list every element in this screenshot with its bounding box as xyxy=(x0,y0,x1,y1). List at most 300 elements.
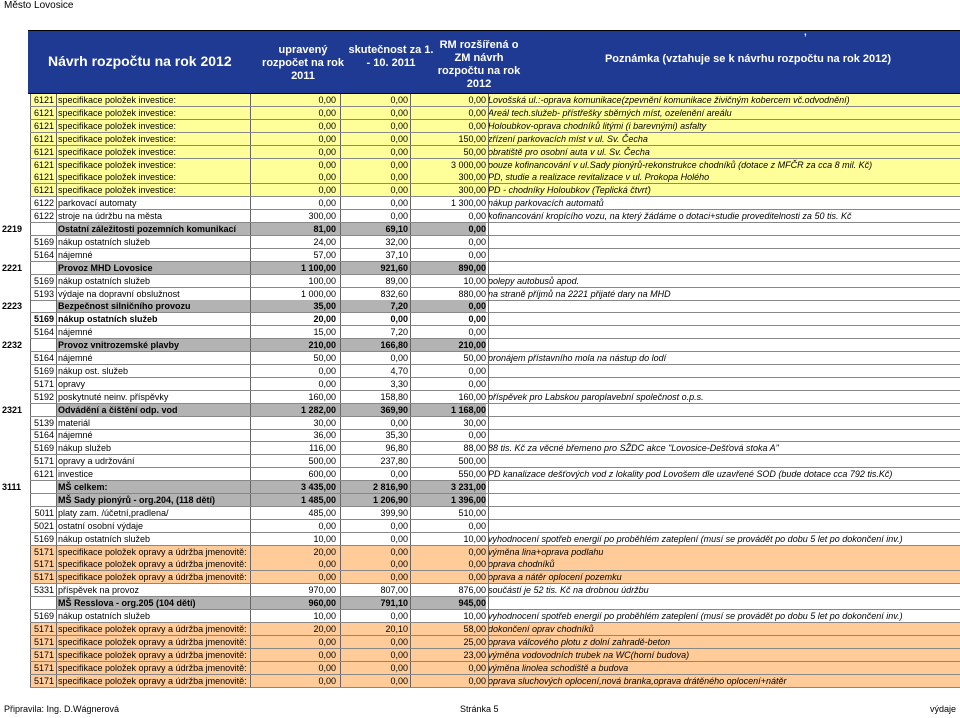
value-adjusted-budget: 0,00 xyxy=(318,107,336,118)
value-proposal: 0,00 xyxy=(468,520,486,531)
app-title: Město Lovosice xyxy=(4,0,74,11)
value-actual: 237,80 xyxy=(380,456,408,467)
item-label: specifikace položek investice: xyxy=(58,172,177,183)
item-label: Odvádění a čištění odp. vod xyxy=(58,404,178,415)
item-label: nájemné xyxy=(58,249,93,260)
item-label: opravy a udržování xyxy=(58,456,135,467)
item-code: 5171 xyxy=(33,636,54,647)
value-proposal: 500,00 xyxy=(458,456,486,467)
item-note: zřízení parkovacích míst v ul. Sv. Čecha xyxy=(488,133,648,144)
value-adjusted-budget: 0,00 xyxy=(318,378,336,389)
value-adjusted-budget: 10,00 xyxy=(313,533,336,544)
value-adjusted-budget: 36,00 xyxy=(313,430,336,441)
item-note: PD, studie a realizace revitalizace v ul. Prokopa Holého xyxy=(488,172,710,183)
value-adjusted-budget: 0,00 xyxy=(318,675,336,686)
value-proposal: 300,00 xyxy=(458,185,486,196)
table-row xyxy=(0,352,960,365)
table-row xyxy=(0,171,960,184)
value-adjusted-budget: 1 485,00 xyxy=(300,494,336,505)
value-proposal: 25,00 xyxy=(463,636,486,647)
value-actual: 0,00 xyxy=(390,185,408,196)
value-adjusted-budget: 1 282,00 xyxy=(300,404,336,415)
value-proposal: 23,00 xyxy=(463,649,486,660)
value-proposal: 88,00 xyxy=(463,443,486,454)
item-note: polepy autobusů apod. xyxy=(488,275,580,286)
value-proposal: 890,00 xyxy=(458,262,486,273)
item-note: Lovošská ul.:-oprava komunikace(zpevnění komunikace živičným kobercem vč.odvodnění) xyxy=(488,95,850,105)
item-code: 5011 xyxy=(34,507,54,518)
value-actual: 369,90 xyxy=(380,404,408,415)
item-code: 5192 xyxy=(33,391,54,402)
item-label: MŠ Sady pionýrů - org.204, (118 dětí) xyxy=(58,494,216,505)
table-row xyxy=(0,546,960,559)
table-row xyxy=(0,417,960,430)
item-code: 5021 xyxy=(33,520,54,531)
table-row xyxy=(0,610,960,623)
item-code: 5164 xyxy=(33,249,54,260)
column-header-note: Poznámka (vztahuje se k návrhu rozpočtu na rok 2012) xyxy=(604,53,892,65)
item-label: specifikace položek investice: xyxy=(58,120,177,131)
value-proposal: 3 231,00 xyxy=(450,482,486,492)
value-adjusted-budget: 1 100,00 xyxy=(300,262,336,273)
value-proposal: 0,00 xyxy=(468,95,486,105)
footer-page-number: Stránka 5 xyxy=(460,704,499,714)
item-note: výměna vodovodních trubek na WC(horní budova) xyxy=(488,649,690,660)
value-actual: 4,70 xyxy=(390,365,408,376)
table-row xyxy=(0,107,960,120)
value-actual: 791,10 xyxy=(380,598,408,609)
table-row xyxy=(0,249,960,262)
value-actual: 0,00 xyxy=(390,314,408,325)
table-row xyxy=(0,391,960,404)
value-adjusted-budget: 100,00 xyxy=(308,275,336,286)
value-adjusted-budget: 15,00 xyxy=(313,327,336,338)
value-actual: 0,00 xyxy=(390,559,408,570)
item-note: pouze kofinancování v ul.Sady pionýrů-rekonstrukce chodníků (dotace z MFČR za cca 8 mil. Kč) xyxy=(488,159,873,170)
page-title: Návrh rozpočtu na rok 2012 xyxy=(48,53,232,69)
item-code: 6121 xyxy=(33,185,54,196)
item-note: oprava a nátěr oplocení pozemku xyxy=(488,572,622,583)
item-label: materiál xyxy=(58,417,91,428)
value-proposal: 0,00 xyxy=(468,107,486,118)
item-label: nákup ost. služeb xyxy=(58,365,129,376)
table-header xyxy=(28,27,960,94)
item-code: 5139 xyxy=(33,417,54,428)
value-adjusted-budget: 20,00 xyxy=(313,546,336,557)
item-code: 5169 xyxy=(33,275,54,286)
value-proposal: 150,00 xyxy=(458,133,486,144)
item-note: Holoubkov-oprava chodníků litými (i barevnými) asfalty xyxy=(488,120,707,131)
value-adjusted-budget: 0,00 xyxy=(318,198,336,209)
item-note: oprava chodníků xyxy=(488,559,555,570)
item-code: 5164 xyxy=(33,353,54,363)
item-note: vyhodnocení spotřeb energií po proběhlém zateplení (musí se provádět po dobu 5 let po dokončení inv.) xyxy=(488,611,903,621)
item-code: 5169 xyxy=(33,236,54,247)
value-proposal: 0,00 xyxy=(468,327,486,338)
item-code: 6122 xyxy=(33,211,54,222)
value-actual: 69,10 xyxy=(385,224,408,234)
value-adjusted-budget: 3 435,00 xyxy=(300,482,336,492)
value-adjusted-budget: 20,00 xyxy=(313,623,336,634)
item-label: poskytnuté neinv. příspěvky xyxy=(58,391,169,402)
table-row xyxy=(0,159,960,172)
item-code: 5169 xyxy=(33,443,54,454)
item-label: specifikace položek opravy a údržba jmenovitě: xyxy=(58,675,247,686)
item-label: specifikace položek investice: xyxy=(58,185,177,196)
chapter-code: 3111 xyxy=(2,482,22,492)
item-label: specifikace položek opravy a údržba jmenovitě: xyxy=(58,649,247,660)
value-actual: 158,80 xyxy=(380,391,408,402)
value-adjusted-budget: 0,00 xyxy=(318,520,336,531)
value-actual: 0,00 xyxy=(390,417,408,428)
item-note: nákup parkovacích automatů xyxy=(488,198,604,209)
item-label: specifikace položek opravy a údržba jmenovitě: xyxy=(58,559,247,570)
table-row xyxy=(0,494,960,507)
item-label: stroje na údržbu na města xyxy=(58,211,163,222)
value-proposal: 3 000,00 xyxy=(450,159,486,170)
item-note: součástí je 52 tis. Kč na drobnou údržbu xyxy=(488,585,649,596)
value-adjusted-budget: 20,00 xyxy=(313,314,336,325)
table-row xyxy=(0,313,960,326)
table-row xyxy=(0,520,960,533)
item-code: 5169 xyxy=(33,365,54,376)
table-row xyxy=(0,275,960,288)
value-proposal: 1 396,00 xyxy=(450,494,486,505)
value-proposal: 300,00 xyxy=(458,172,486,183)
value-actual: 0,00 xyxy=(390,649,408,660)
table-row xyxy=(0,339,960,352)
value-actual: 20,10 xyxy=(385,623,408,634)
value-proposal: 50,00 xyxy=(463,353,486,363)
value-actual: 32,00 xyxy=(385,236,408,247)
value-adjusted-budget: 0,00 xyxy=(318,185,336,196)
footer-prepared-by: Připravila: Ing. D.Wágnerová xyxy=(4,704,120,714)
value-adjusted-budget: 500,00 xyxy=(308,456,336,467)
item-label: specifikace položek investice: xyxy=(58,107,177,118)
item-label: MŠ Resslova - org.205 (104 dětí) xyxy=(58,598,196,609)
item-code: 6121 xyxy=(33,95,54,105)
value-proposal: 0,00 xyxy=(468,662,486,673)
value-actual: 0,00 xyxy=(390,636,408,647)
value-proposal: 0,00 xyxy=(468,572,486,583)
value-actual: 1 206,90 xyxy=(372,494,408,505)
table-row xyxy=(0,184,960,197)
header-mark: , xyxy=(804,27,807,38)
value-proposal: 0,00 xyxy=(468,365,486,376)
value-proposal: 10,00 xyxy=(463,275,486,286)
value-actual: 0,00 xyxy=(390,120,408,131)
value-adjusted-budget: 50,00 xyxy=(313,353,336,363)
table-row xyxy=(0,662,960,675)
value-adjusted-budget: 24,00 xyxy=(313,236,336,247)
value-actual: 0,00 xyxy=(390,107,408,118)
item-code: 5331 xyxy=(33,585,54,596)
item-code: 5171 xyxy=(33,649,54,660)
value-proposal: 30,00 xyxy=(463,417,486,428)
table-row xyxy=(0,288,960,301)
value-actual: 0,00 xyxy=(390,611,408,621)
value-actual: 921,60 xyxy=(380,262,408,273)
value-proposal: 0,00 xyxy=(468,675,486,686)
item-label: specifikace položek opravy a údržba jmenovitě: xyxy=(58,636,247,647)
table-row xyxy=(0,584,960,597)
table-row xyxy=(0,197,960,210)
item-label: platy zam. /účetní,pradlena/ xyxy=(58,507,169,518)
value-proposal: 880,00 xyxy=(458,288,486,299)
item-note: kofinancování kropícího vozu, na který žádáme o dotaci+studie proveditelnosti za 50 tis. Kč xyxy=(488,211,852,222)
value-actual: 37,10 xyxy=(385,249,408,260)
table-row xyxy=(0,210,960,223)
item-label: parkovací automaty xyxy=(58,198,137,209)
value-adjusted-budget: 0,00 xyxy=(318,559,336,570)
value-proposal: 0,00 xyxy=(468,378,486,389)
item-code: 6121 xyxy=(33,172,54,183)
value-proposal: 0,00 xyxy=(468,224,486,234)
value-actual: 807,00 xyxy=(380,585,408,596)
item-code: 5171 xyxy=(33,623,54,634)
value-actual: 0,00 xyxy=(390,211,408,222)
value-proposal: 0,00 xyxy=(468,211,486,222)
item-code: 6121 xyxy=(33,107,54,118)
value-actual: 7,20 xyxy=(390,301,408,312)
value-proposal: 0,00 xyxy=(468,236,486,247)
item-label: Provoz vnitrozemské plavby xyxy=(58,340,180,351)
value-actual: 0,00 xyxy=(390,675,408,686)
item-note: obratiště pro osobní auta v ul. Sv. Čecha xyxy=(488,146,650,157)
value-proposal: 0,00 xyxy=(468,546,486,557)
item-label: nájemné xyxy=(58,430,93,441)
table-row xyxy=(0,636,960,649)
value-actual: 0,00 xyxy=(390,133,408,144)
table-row xyxy=(0,300,960,313)
item-code: 6122 xyxy=(33,198,54,209)
value-actual: 35,30 xyxy=(385,430,408,441)
value-adjusted-budget: 57,00 xyxy=(313,249,336,260)
item-label: specifikace položek investice: xyxy=(58,146,177,157)
item-label: specifikace položek opravy a údržba jmenovitě: xyxy=(58,623,247,634)
item-label: nájemné xyxy=(58,353,93,363)
value-actual: 0,00 xyxy=(390,198,408,209)
value-proposal: 510,00 xyxy=(458,507,486,518)
table-row xyxy=(0,455,960,468)
item-note: Areál tech.služeb- přístřešky sběrných míst, ozelenění areálu xyxy=(488,107,732,118)
value-actual: 0,00 xyxy=(390,159,408,170)
item-label: nákup ostatních služeb xyxy=(58,533,151,544)
value-proposal: 10,00 xyxy=(463,533,486,544)
value-adjusted-budget: 0,00 xyxy=(318,95,336,105)
table-row xyxy=(0,468,960,481)
value-adjusted-budget: 0,00 xyxy=(318,172,336,183)
value-proposal: 1 168,00 xyxy=(450,404,486,415)
value-actual: 0,00 xyxy=(390,95,408,105)
table-row xyxy=(0,365,960,378)
item-note: PD kanalizace dešťových vod z lokality pod Lovošem dle uzavřené SOD (bude dotace cca 792 tis.Kč) xyxy=(488,469,893,480)
item-label: nákup ostatních služeb xyxy=(58,275,151,286)
item-label: nákup ostatních služeb xyxy=(58,611,151,621)
table-row xyxy=(0,404,960,417)
item-label: Provoz MHD Lovosice xyxy=(58,262,153,273)
value-adjusted-budget: 0,00 xyxy=(318,120,336,131)
footer-section: výdaje xyxy=(929,704,956,714)
item-label: příspěvek na provoz xyxy=(58,585,140,596)
item-note: pronájem přístavního mola na nástup do lodí xyxy=(488,353,667,363)
item-note: na straně příjmů na 2221 přijaté dary na MHD xyxy=(488,288,671,299)
item-code: 6121 xyxy=(33,133,54,144)
column-header-adjusted-budget: upravený rozpočet na rok 2011 xyxy=(262,44,344,82)
value-adjusted-budget: 0,00 xyxy=(318,159,336,170)
chapter-code: 2219 xyxy=(2,224,23,234)
value-adjusted-budget: 0,00 xyxy=(318,146,336,157)
chapter-code: 2321 xyxy=(2,404,23,415)
table-row xyxy=(0,120,960,133)
value-adjusted-budget: 0,00 xyxy=(318,572,336,583)
value-actual: 0,00 xyxy=(390,546,408,557)
item-note: výměna lina+oprava podlahu xyxy=(488,546,604,557)
item-label: nákup služeb xyxy=(58,443,112,454)
value-actual: 0,00 xyxy=(390,520,408,531)
value-adjusted-budget: 10,00 xyxy=(313,611,336,621)
value-actual: 0,00 xyxy=(390,172,408,183)
item-label: specifikace položek investice: xyxy=(58,95,177,105)
table-row xyxy=(0,558,960,571)
table-row xyxy=(0,623,960,636)
item-label: specifikace položek investice: xyxy=(58,133,177,144)
value-proposal: 0,00 xyxy=(468,249,486,260)
item-note: oprava válcového plotu z dolní zahradě-beton xyxy=(488,636,671,647)
table-row xyxy=(0,94,960,107)
table-row xyxy=(0,597,960,610)
item-note: příspěvek pro Labskou paroplavební společnost o.p.s. xyxy=(488,391,704,402)
item-code: 5164 xyxy=(33,327,54,338)
table-row xyxy=(0,223,960,236)
item-code: 5171 xyxy=(33,378,54,389)
value-adjusted-budget: 485,00 xyxy=(308,507,336,518)
value-actual: 0,00 xyxy=(390,353,408,363)
table-row xyxy=(0,236,960,249)
item-label: Ostatní záležitosti pozemních komunikací xyxy=(58,224,237,234)
item-label: specifikace položek opravy a údržba jmenovitě: xyxy=(58,572,247,583)
value-proposal: 0,00 xyxy=(468,430,486,441)
item-code: 6121 xyxy=(33,120,54,131)
item-code: 5171 xyxy=(33,572,54,583)
table-row xyxy=(0,649,960,662)
table-row xyxy=(0,326,960,339)
value-actual: 7,20 xyxy=(390,327,408,338)
value-adjusted-budget: 0,00 xyxy=(318,636,336,647)
value-adjusted-budget: 210,00 xyxy=(308,340,336,351)
value-adjusted-budget: 81,00 xyxy=(313,224,336,234)
value-adjusted-budget: 30,00 xyxy=(313,417,336,428)
value-actual: 0,00 xyxy=(390,469,408,480)
table-row xyxy=(0,571,960,584)
value-adjusted-budget: 300,00 xyxy=(308,211,336,222)
value-proposal: 10,00 xyxy=(463,611,486,621)
item-note: 88 tis. Kč za věcné břemeno pro SŽDC akce "Lovosice-Dešťová stoka A" xyxy=(488,443,779,454)
value-proposal: 0,00 xyxy=(468,301,486,312)
item-label: nákup ostatních služeb xyxy=(58,314,158,325)
item-note: výměna linolea schodiště a budova xyxy=(488,662,629,673)
table-row xyxy=(0,481,960,494)
column-header-proposal: RM rozšířená o ZM návrh rozpočtu na rok 2012 xyxy=(437,39,521,90)
table-row xyxy=(0,262,960,275)
value-proposal: 550,00 xyxy=(458,469,486,480)
item-code: 5169 xyxy=(33,611,54,621)
column-header-actual: skutečnost za 1. - 10. 2011 xyxy=(348,44,434,69)
table-row xyxy=(0,133,960,146)
item-code: 5171 xyxy=(33,559,54,570)
value-adjusted-budget: 0,00 xyxy=(318,133,336,144)
table-row xyxy=(0,442,960,455)
item-note: PD - chodníky Holoubkov (Teplická čtvrť) xyxy=(488,185,651,196)
table-row xyxy=(0,378,960,391)
table-row xyxy=(0,429,960,442)
table-row xyxy=(0,507,960,520)
value-proposal: 50,00 xyxy=(463,146,486,157)
value-proposal: 0,00 xyxy=(468,559,486,570)
item-label: výdaje na dopravní obslužnost xyxy=(58,288,180,299)
item-code: 5169 xyxy=(33,533,54,544)
value-adjusted-budget: 0,00 xyxy=(318,649,336,660)
table-row xyxy=(0,675,960,688)
value-adjusted-budget: 1 000,00 xyxy=(300,288,336,299)
table-row xyxy=(0,533,960,546)
item-code: 5169 xyxy=(33,314,54,325)
item-label: Bezpečnost silničního provozu xyxy=(58,301,191,312)
value-proposal: 876,00 xyxy=(458,585,486,596)
table-row xyxy=(0,146,960,159)
value-proposal: 1 300,00 xyxy=(450,198,486,209)
item-note: dokončení oprav chodníků xyxy=(488,623,594,634)
value-proposal: 945,00 xyxy=(458,598,486,609)
value-adjusted-budget: 0,00 xyxy=(318,662,336,673)
chapter-code: 2221 xyxy=(2,262,23,273)
item-code: 6121 xyxy=(33,159,54,170)
item-code: 6121 xyxy=(33,146,54,157)
item-code: 5164 xyxy=(33,430,54,441)
value-adjusted-budget: 970,00 xyxy=(308,585,336,596)
value-proposal: 160,00 xyxy=(458,391,486,402)
value-proposal: 0,00 xyxy=(468,120,486,131)
chapter-code: 2223 xyxy=(2,301,23,312)
value-proposal: 0,00 xyxy=(468,314,486,325)
item-code: 5171 xyxy=(33,546,54,557)
value-adjusted-budget: 0,00 xyxy=(318,365,336,376)
item-label: specifikace položek investice: xyxy=(58,159,177,170)
value-proposal: 58,00 xyxy=(463,623,486,634)
value-actual: 2 816,90 xyxy=(372,482,408,492)
item-note: oprava sluchových oplocení,nová branka,oprava drátěného oplocení+nátěr xyxy=(488,675,787,686)
value-proposal: 210,00 xyxy=(458,340,486,351)
value-actual: 832,60 xyxy=(380,288,408,299)
value-adjusted-budget: 116,00 xyxy=(309,443,336,454)
item-code: 5171 xyxy=(33,662,54,673)
value-actual: 0,00 xyxy=(390,533,408,544)
item-code: 6121 xyxy=(33,469,54,480)
value-actual: 96,80 xyxy=(385,443,408,454)
item-label: investice xyxy=(58,469,94,480)
value-adjusted-budget: 600,00 xyxy=(308,469,336,480)
item-code: 5171 xyxy=(33,675,54,686)
item-code: 5193 xyxy=(33,288,54,299)
item-label: specifikace položek opravy a údržba jmenovitě: xyxy=(58,662,247,673)
value-actual: 0,00 xyxy=(390,146,408,157)
item-label: ostatní osobní výdaje xyxy=(58,520,144,531)
item-label: MŠ celkem: xyxy=(58,482,108,492)
item-code: 5171 xyxy=(33,456,54,467)
value-actual: 0,00 xyxy=(390,662,408,673)
item-label: nákup ostatních služeb xyxy=(58,236,151,247)
value-adjusted-budget: 35,00 xyxy=(313,301,336,312)
